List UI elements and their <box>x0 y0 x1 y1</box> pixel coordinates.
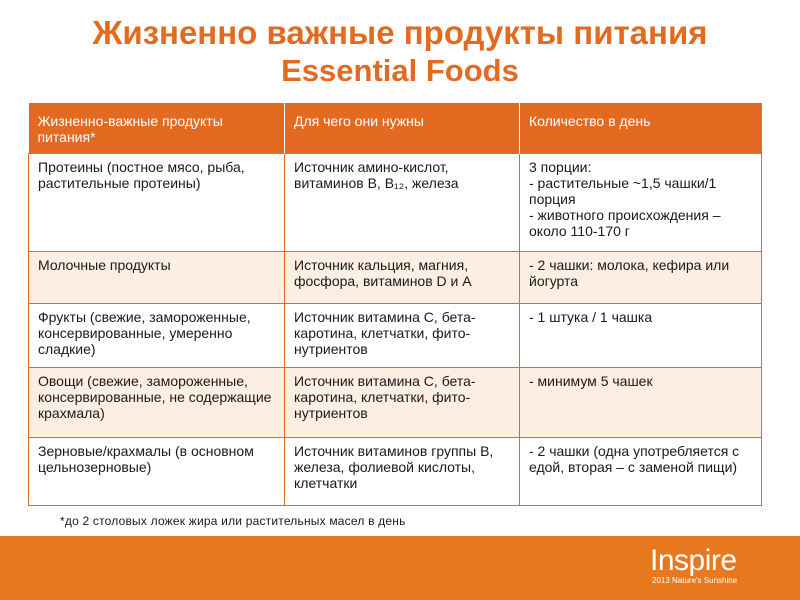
cell-amount <box>520 153 762 251</box>
cell-food: Протеины (постное мясо, рыба, растительные протеины) <box>29 153 285 251</box>
brand-logo <box>650 546 780 590</box>
title-english: Essential Foods <box>281 53 519 88</box>
cell-amount <box>520 367 762 437</box>
brand-tagline: 2013 Nature's Sunshine <box>652 576 738 585</box>
amount-line: - 2 чашки: молока, кефира или йогурта <box>529 256 730 289</box>
cell-purpose: Источник витамина С, бета-каротина, клетчатки, фито-нутриентов <box>285 367 520 437</box>
slide-title <box>0 14 800 90</box>
cell-purpose: Источник витаминов группы В, железа, фолиевой кислоты, клетчатки <box>285 437 520 505</box>
cell-amount <box>520 303 762 367</box>
header-amount: Количество в день <box>520 103 762 153</box>
amount-line: - 2 чашки (одна употребляется с едой, вторая – с заменой пищи) <box>529 442 740 475</box>
cell-food: Молочные продукты <box>29 251 285 303</box>
amount-line: - растительные ~1,5 чашки/1 порция <box>529 174 717 207</box>
table-header-row <box>29 103 762 153</box>
header-food: Жизненно-важные продукты питания* <box>29 103 285 153</box>
cell-purpose: Источник амино-кислот, витаминов B, B₁₂, железа <box>285 153 520 251</box>
cell-purpose: Источник витамина С, бета-каротина, клетчатки, фито-нутриентов <box>285 303 520 367</box>
amount-line: - 1 штука / 1 чашка <box>529 308 653 325</box>
cell-amount <box>520 251 762 303</box>
footnote: *до 2 столовых ложек жира или растительных масел в день <box>60 514 406 528</box>
table-row <box>29 251 762 303</box>
table-row <box>29 153 762 251</box>
cell-food: Овощи (свежие, замороженные, консервированные, не содержащие крахмала) <box>29 367 285 437</box>
cell-purpose: Источник кальция, магния, фосфора, витаминов D и A <box>285 251 520 303</box>
table-row <box>29 437 762 505</box>
table-row <box>29 367 762 437</box>
amount-line: - минимум 5 чашек <box>529 372 653 389</box>
cell-amount <box>520 437 762 505</box>
table-row <box>29 303 762 367</box>
amount-line: - животного происхождения – около 110-170 г <box>529 206 721 239</box>
title-russian: Жизненно важные продукты питания <box>92 14 708 51</box>
brand-name: Inspire <box>650 544 737 577</box>
amount-line: 3 порции: <box>529 158 592 175</box>
cell-food: Фрукты (свежие, замороженные, консервированные, умеренно сладкие) <box>29 303 285 367</box>
header-purpose: Для чего они нужны <box>285 103 520 153</box>
cell-food: Зерновые/крахмалы (в основном цельнозерновые) <box>29 437 285 505</box>
essential-foods-table <box>28 103 762 506</box>
